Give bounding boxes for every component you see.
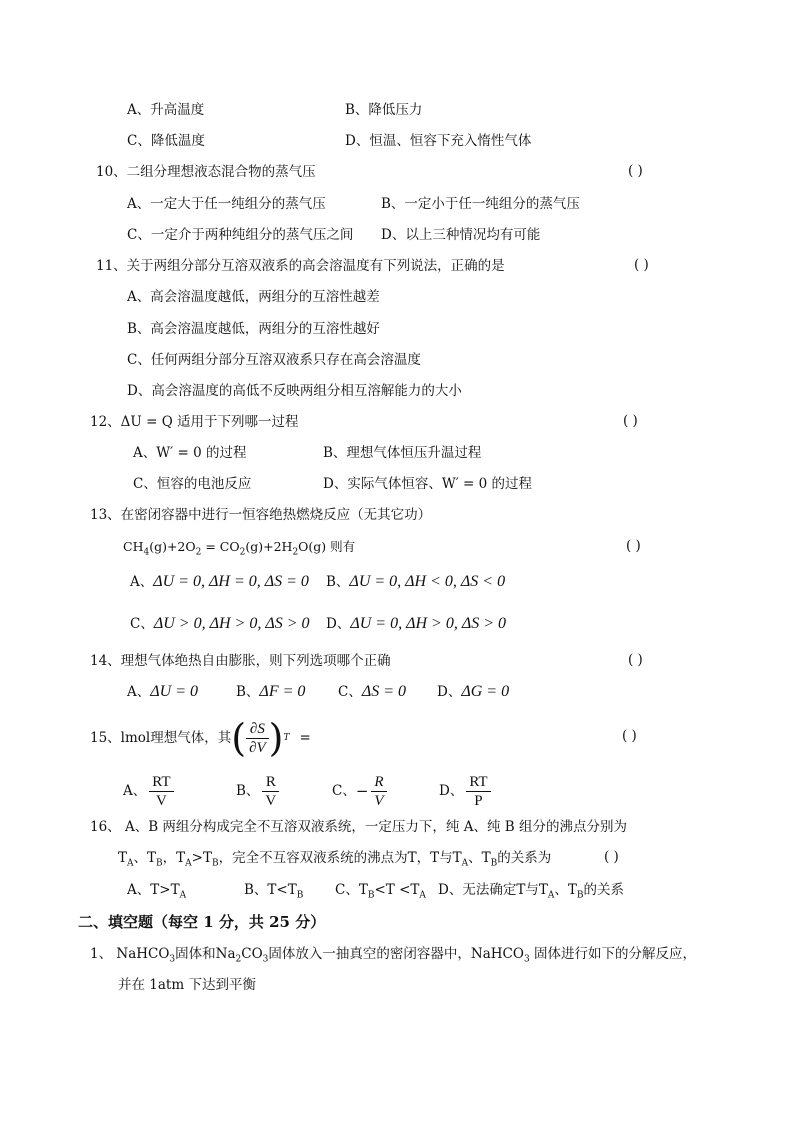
q14-option-d [437,683,509,701]
q14-option-b [236,683,305,701]
q14-option-b-label: B、 [236,684,260,700]
q11-option-c: C、任何两组分部分互溶双液系只存在高会溶温度 [127,352,421,368]
q12-option-b: B、理想气体恒压升温过程 [323,445,482,461]
q11-answer-paren: ( ) [634,257,649,273]
q13-option-a [130,573,309,591]
q12-stem: 12、ΔU = Q 适用于下列哪一过程 [90,414,299,430]
q14-option-c [338,683,406,701]
q10-stem: 10、二组分理想液态混合物的蒸气压 [96,164,316,180]
q9-option-b: B、降低压力 [345,102,423,118]
q13-option-d-formula: ΔU = 0, ΔH > 0, ΔS > 0 [350,615,506,632]
q9-option-a: A、升高温度 [127,102,205,118]
q15-option-a-label: A、 [123,783,147,799]
q15-option-c-fraction [371,773,386,810]
q15-option-c-denominator: V [374,792,384,809]
q16-option-b: B、$T<T_B$ [244,882,304,901]
q15-option-b-denominator: V [265,792,277,809]
q10-option-b: B、一定小于任一纯组分的蒸气压 [381,196,580,212]
q15-option-c-label: C、 [332,783,356,799]
q16-option-a: A、$T>T_A$ [127,882,187,901]
q15-option-d-label: D、 [439,783,464,799]
q10-answer-paren: ( ) [628,163,643,179]
q15-answer-paren: ( ) [622,728,637,744]
q16-stem-line2: $T_A$、$T_B$，$T_A>T_B$，完全不互容双液系统的沸点为T，T与$T_A$、$T_B$的关系为 [118,850,552,869]
q14-option-a-formula: ΔU = 0 [150,683,198,700]
q13-reaction: $CH_4(g)+2O_2 = CO_2(g)+2H_2O(g)$ 则有 [123,539,356,558]
section-fill-in-title: 二、填空题（每空 1 分，共 25 分） [78,913,326,931]
q14-option-c-formula: ΔS = 0 [361,683,407,700]
q15-derivative-numerator: ∂S [246,720,269,739]
q9-option-d: D、恒温、恒容下充入惰性气体 [345,133,532,149]
q10-option-d: D、以上三种情况均有可能 [381,227,541,243]
q11-option-b: B、高会溶温度越低，两组分的互溶性越好 [127,321,380,337]
q15-option-d-fraction [466,773,490,810]
q13-option-c-formula: ΔU > 0, ΔH > 0, ΔS > 0 [153,615,310,632]
q15-derivative-denominator: ∂V [249,739,266,756]
q15-option-c-numerator: R [371,773,386,792]
q11-option-d: D、高会溶温度的高低不反映两组分相互溶解能力的大小 [127,383,462,399]
q15-left-paren: ( [231,716,247,760]
q15-option-b [236,771,282,811]
q13-answer-paren: ( ) [626,538,641,554]
q12-option-c: C、恒容的电池反应 [133,476,252,492]
q15-option-c [332,771,390,811]
q15-option-d-numerator: RT [466,773,490,792]
q15-option-d-denominator: P [474,792,483,809]
q13-option-b [326,573,505,591]
q14-option-d-label: D、 [437,684,462,700]
q15-equals: = [299,730,311,746]
q16-option-c: C、$T_B<T <T_A$ [335,882,426,901]
q15-stem-text: 15、lmol理想气体，其 [90,730,232,746]
q15-option-a-fraction [149,773,173,810]
q9-option-c: C、降低温度 [127,133,205,149]
q15-right-paren: ) [268,716,284,760]
q10-option-c: C、一定介于两种纯组分的蒸气压之间 [127,227,354,243]
q12-option-a: A、W′ = 0 的过程 [133,445,247,461]
q15-option-a-denominator: V [155,792,167,809]
q13-option-d-label: D、 [326,616,351,632]
q14-option-a-label: A、 [127,684,151,700]
q13-option-c-label: C、 [130,616,154,632]
q14-option-d-formula: ΔG = 0 [461,683,510,700]
q13-option-b-formula: ΔU = 0, ΔH < 0, ΔS < 0 [349,573,506,590]
q13-stem: 13、在密闭容器中进行一恒容绝热燃烧反应（无其它功） [90,507,432,523]
q15-option-b-fraction [262,773,279,810]
q15-option-a-numerator: RT [149,773,173,792]
q15-option-a [123,771,177,811]
q13-option-b-label: B、 [326,574,350,590]
q15-option-c-sign: − [355,782,369,800]
q15-option-b-numerator: R [262,773,279,792]
q14-option-c-label: C、 [338,684,362,700]
q15-derivative [246,720,269,757]
q14-answer-paren: ( ) [628,652,643,668]
q12-answer-paren: ( ) [623,413,638,429]
q16-option-d: D、无法确定T与$T_A$、$T_B$的关系 [438,882,624,901]
q13-option-c [130,615,310,633]
q14-stem: 14、理想气体绝热自由膨胀，则下列选项哪个正确 [90,653,391,669]
q13-option-a-formula: ΔU = 0, ΔH = 0, ΔS = 0 [153,573,309,590]
fill1-line2: 并在 1atm 下达到平衡 [118,977,256,993]
q16-answer-paren: ( ) [604,849,619,865]
q11-option-a: A、高会溶温度越低，两组分的互溶性越差 [127,289,380,305]
q14-option-a [127,683,198,701]
q11-stem: 11、关于两组分部分互溶双液系的高会溶温度有下列说法，正确的是 [96,258,505,274]
q13-option-d [326,615,506,633]
q15-option-b-label: B、 [236,783,260,799]
q14-option-b-formula: ΔF = 0 [259,683,306,700]
q13-option-a-label: A、 [130,574,154,590]
q16-stem: 16、 A、B 两组分构成完全不互溶双液系统，一定压力下，纯 A、纯 B 组分的沸点分别为 [90,819,627,835]
q15-option-d [439,771,494,811]
q15-stem [90,716,311,760]
q15-derivative-subscript: T [283,733,290,743]
fill1-line1: 1、 NaHCO$_3$固体和$Na_2CO_3$固体放入一抽真空的密闭容器中，NaHCO$_3$ 固体进行如下的分解反应， [90,946,696,965]
q10-option-a: A、一定大于任一纯组分的蒸气压 [127,196,326,212]
q12-option-d: D、实际气体恒容、W′ = 0 的过程 [323,476,533,492]
